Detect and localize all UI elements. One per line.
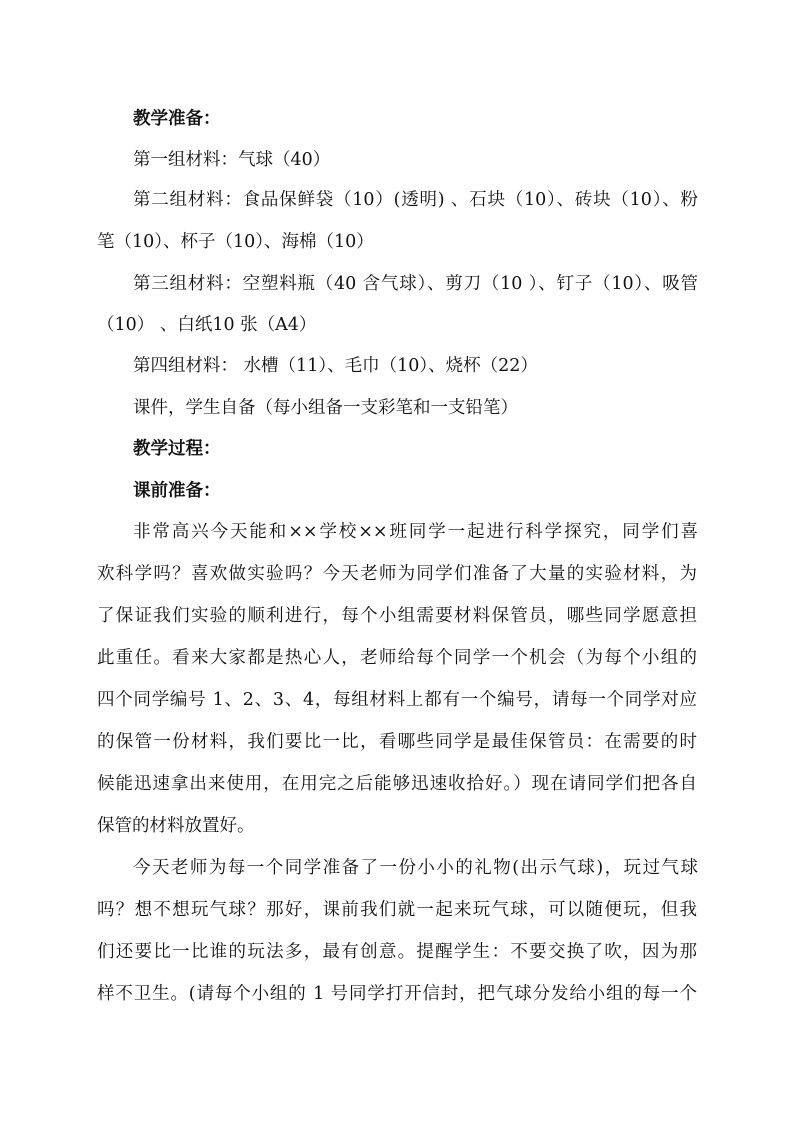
paragraph-line: 了保证我们实验的顺利进行，每个小组需要材料保管员，哪些同学愿意担 xyxy=(97,606,697,626)
paragraph-line: 候能迅速拿出来使用，在用完之后能够迅速收拾好。）现在请同学们把各自 xyxy=(97,774,697,794)
materials-line: 第四组材料： 水槽（11）、毛巾（10）、烧杯（22） xyxy=(133,356,538,376)
paragraph-line: 今天老师为每一个同学准备了一份小小的礼物(出示气球)，玩过气球 xyxy=(133,858,698,878)
paragraph-line: 四个同学编号 1、2、3、4，每组材料上都有一个编号，请每一个同学对应 xyxy=(97,690,697,710)
paragraph-line: 的保管一份材料，我们要比一比，看哪些同学是最佳保管员：在需要的时 xyxy=(97,732,697,752)
paragraph-line: 保管的材料放置好。 xyxy=(97,816,255,836)
paragraph-line: 欢科学吗？喜欢做实验吗？今天老师为同学们准备了大量的实验材料，为 xyxy=(97,564,697,584)
materials-line: （10） 、白纸10 张（A4） xyxy=(97,315,317,335)
materials-line: 第三组材料：空塑料瓶（40 含气球）、剪刀（10 ）、钉子（10）、吸管 xyxy=(133,274,698,294)
heading-teaching-process: 教学过程： xyxy=(133,439,221,459)
paragraph-line: 们还要比一比谁的玩法多，最有创意。提醒学生：不要交换了吹，因为那 xyxy=(97,942,697,962)
paragraph-line: 非常高兴今天能和××学校××班同学一起进行科学探究，同学们喜 xyxy=(133,522,698,542)
materials-line: 笔（10）、杯子（10）、海棉（10） xyxy=(97,232,374,252)
heading-pre-class: 课前准备： xyxy=(133,481,221,501)
paragraph-line: 样不卫生。(请每个小组的 1 号同学打开信封，把气球分发给小组的每一个 xyxy=(97,984,697,1004)
materials-line: 第一组材料：气球（40） xyxy=(133,150,331,170)
heading-teaching-preparation: 教学准备： xyxy=(133,109,221,129)
materials-line: 课件，学生自备（每小组备一支彩笔和一支铅笔） xyxy=(133,398,518,418)
paragraph-line: 吗？想不想玩气球？那好，课前我们就一起来玩气球，可以随便玩，但我 xyxy=(97,900,697,920)
paragraph-line: 此重任。看来大家都是热心人，老师给每个同学一个机会（为每个小组的 xyxy=(97,648,697,668)
materials-line: 第二组材料：食品保鲜袋（10）(透明) 、石块（10）、砖块（10）、粉 xyxy=(133,190,698,210)
